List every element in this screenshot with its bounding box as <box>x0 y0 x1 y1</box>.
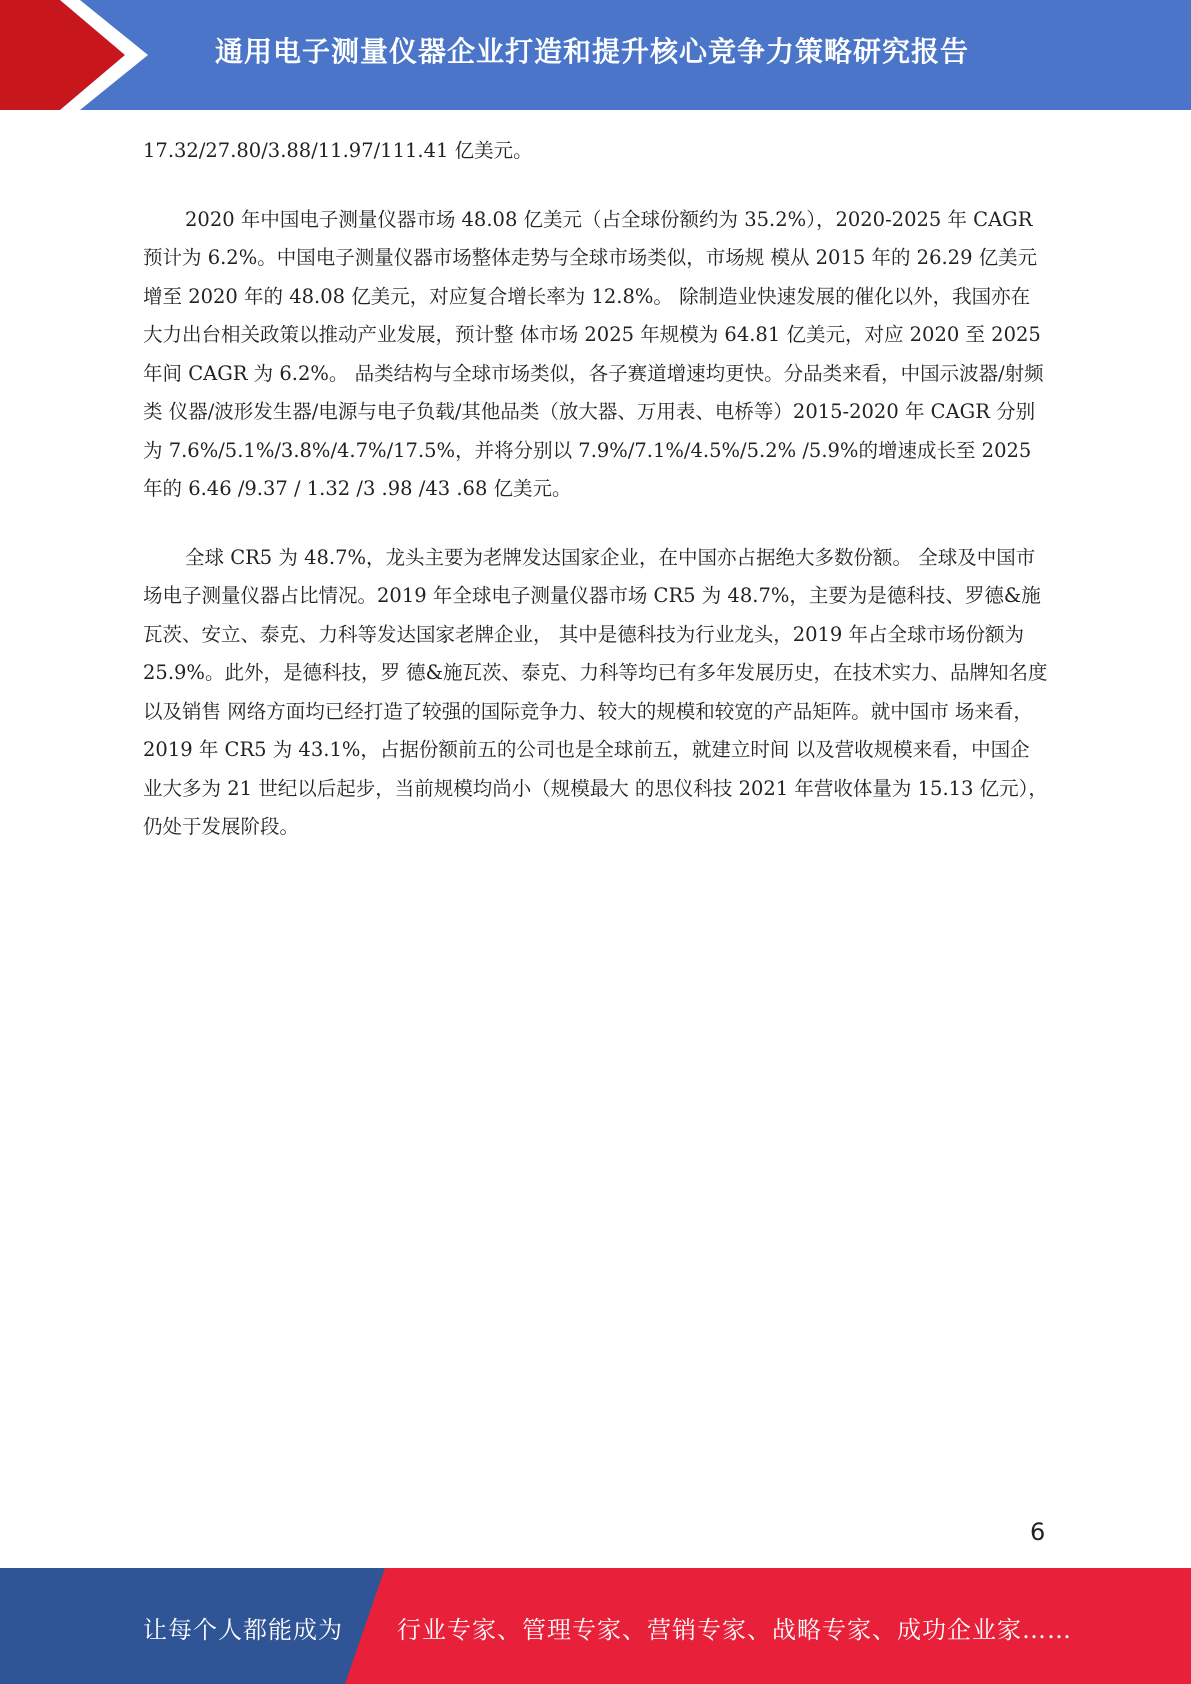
page-footer <box>0 1568 1191 1684</box>
body-content <box>143 132 1048 877</box>
footer-slogan-right: 行业专家、管理专家、营销专家、战略专家、成功企业家…… <box>397 1616 1072 1644</box>
header-red-arrow-decoration <box>0 0 160 110</box>
paragraph-china-market: 2020 年中国电子测量仪器市场 48.08 亿美元（占全球份额约为 35.2%），2020-2025 年 CAGR 预计为 6.2%。中国电子测量仪器市场整体走势与全球市场类似，市场规 模从 2015 年的 26.29 亿美元增至 2020 年的 48.08 亿美元，对应复合增长率为 12.8%。 除制造业快速发展的催化以外，我国亦在大力出台相关政策以推动产业发展，预计整 体市场 2025 年规模为 64.81 亿美元，对应 2020 至 2025 年间 CAGR 为 6.2%。 品类结构与全球市场类似，各子赛道增速均更快。分品类来看，中国示波器/射频类 仪器/波形发生器/电源与电子负载/其他品类（放大器、万用表、电桥等）2015-2020 年 CAGR 分别为 7.6%/5.1%/3.8%/4.7%/17.5%，并将分别以 7.9%/7.1%/4.5%/5.2% /5.9%的增速成长至 2025 年的 6.46 /9.37 / 1.32 /3 .98 /43 .68 亿美元。 <box>143 207 1047 500</box>
paragraph-global-cr5: 全球 CR5 为 48.7%，龙头主要为老牌发达国家企业，在中国亦占据绝大多数份额。 全球及中国市场电子测量仪器占比情况。2019 年全球电子测量仪器市场 CR5 为 48.7%，主要为是德科技、罗德&施瓦茨、安立、泰克、力科等发达国家老牌企业， 其中是德科技为行业龙头，2019 年占全球市场份额为 25.9%。此外，是德科技，罗 德&施瓦茨、泰克、力科等均已有多年发展历史，在技术实力、品牌知名度以及销售 网络方面均已经打造了较强的国际竞争力、较大的规模和较宽的产品矩阵。就中国市 场来看，2019 年 CR5 为 43.1%，占据份额前五的公司也是全球前五，就建立时间 以及营收规模来看，中国企业大多为 21 世纪以后起步，当前规模均尚小（规模最大 的思仪科技 2021 年营收体量为 15.13 亿元），仍处于发展阶段。 <box>143 545 1048 838</box>
footer-slogan-left: 让每个人都能成为 <box>143 1616 343 1644</box>
page-number: 6 <box>1030 1518 1046 1546</box>
paragraph-continuation: 17.32/27.80/3.88/11.97/111.41 亿美元。 <box>143 139 533 162</box>
report-title: 通用电子测量仪器企业打造和提升核心竞争力策略研究报告 <box>215 35 970 68</box>
page-header <box>0 0 1191 110</box>
